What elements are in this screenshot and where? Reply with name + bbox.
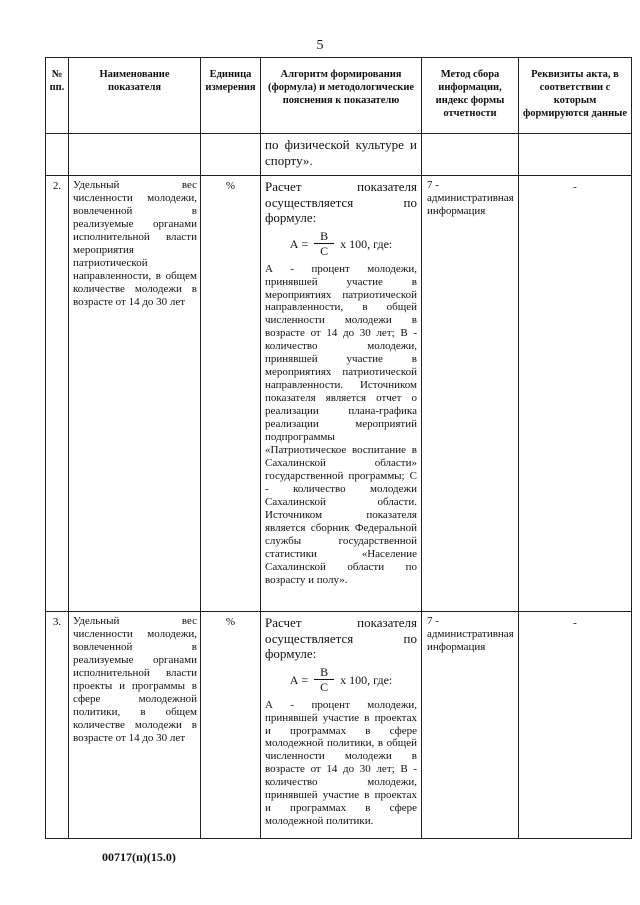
header-unit: Единица измерения bbox=[201, 58, 261, 134]
method-cell: 7 - административная информация bbox=[422, 612, 519, 839]
formula-numerator: В bbox=[314, 665, 334, 680]
header-method: Метод сбора информации, индекс формы отчетности bbox=[422, 58, 519, 134]
formula-denominator: С bbox=[320, 680, 329, 695]
unit-cell: % bbox=[201, 612, 261, 839]
header-algorithm: Алгоритм формирования (формула) и методологические пояснения к показателю bbox=[261, 58, 422, 134]
indicator-name: Удельный вес численности молодежи, вовлеченной в реализуемые органами исполнительной власти проекты и программы в сфере молодежной политики, в общем количестве молодежи в возрасте от 14 до 30 лет bbox=[69, 612, 201, 839]
formula-rhs: х 100, где: bbox=[340, 236, 393, 251]
calc-intro: Расчет показателя осуществляется по формуле: bbox=[265, 179, 417, 226]
formula-lhs: А = bbox=[289, 236, 309, 251]
table-row bbox=[46, 176, 632, 612]
row-number: 2. bbox=[46, 176, 69, 612]
header-requisites: Реквизиты акта, в соответствии с которым формируются данные bbox=[519, 58, 632, 134]
formula-numerator: В bbox=[314, 229, 334, 244]
indicator-name: Удельный вес численности молодежи, вовлеченной в реализуемые органами исполнительной власти мероприятия патриотической направленности, в общем количестве молодежи в возрасте от 14 до 30 лет bbox=[69, 176, 201, 612]
indicators-table bbox=[45, 57, 632, 839]
continuation-text: по физической культуре и спорту». bbox=[261, 134, 422, 176]
formula bbox=[265, 229, 417, 259]
continuation-row bbox=[46, 134, 632, 176]
algorithm-cell bbox=[261, 612, 422, 839]
formula-fraction bbox=[314, 665, 334, 695]
requisites-cell: - bbox=[519, 176, 632, 612]
header-name: Наименование показателя bbox=[69, 58, 201, 134]
method-cell: 7 - административная информация bbox=[422, 176, 519, 612]
requisites-cell: - bbox=[519, 612, 632, 839]
formula-explanation: А - процент молодежи, принявшей участие в мероприятиях патриотической направленности, в общей численности молодежи в возрасте от 14 до 30 лет; В - количество молодежи, принявшей участие в мероприятиях патриотической направленности. Источником показателя является отчет о реализации плана-графика реализации мероприятий подпрограммы «Патриотическое воспитание в Сахалинской области» государственной программы; С - количество молодежи Сахалинской области. Источником показателя является сборник Федеральной службы государственной статистики «Население Сахалинской области по возрасту и полу». bbox=[265, 262, 417, 586]
formula-fraction bbox=[314, 229, 334, 259]
table-header-row bbox=[46, 58, 632, 134]
page-number: 5 bbox=[316, 38, 324, 53]
row-number: 3. bbox=[46, 612, 69, 839]
formula-denominator: С bbox=[320, 244, 329, 259]
table-row bbox=[46, 612, 632, 839]
algorithm-cell bbox=[261, 176, 422, 612]
calc-intro: Расчет показателя осуществляется по формуле: bbox=[265, 615, 417, 662]
document-code: 00717(п)(15.0) bbox=[102, 850, 176, 864]
unit-cell: % bbox=[201, 176, 261, 612]
formula-lhs: А = bbox=[289, 672, 309, 687]
formula-rhs: х 100, где: bbox=[340, 672, 393, 687]
formula bbox=[265, 665, 417, 695]
formula-explanation: А - процент молодежи, принявшей участие в проектах и программах в сфере молодежной политики, в общей численности молодежи в возрасте от 14 до 30 лет; В - количество молодежи, принявшей участие в проектах и программах в сфере молодежной политики. bbox=[265, 698, 417, 828]
header-num: № пп. bbox=[46, 58, 69, 134]
